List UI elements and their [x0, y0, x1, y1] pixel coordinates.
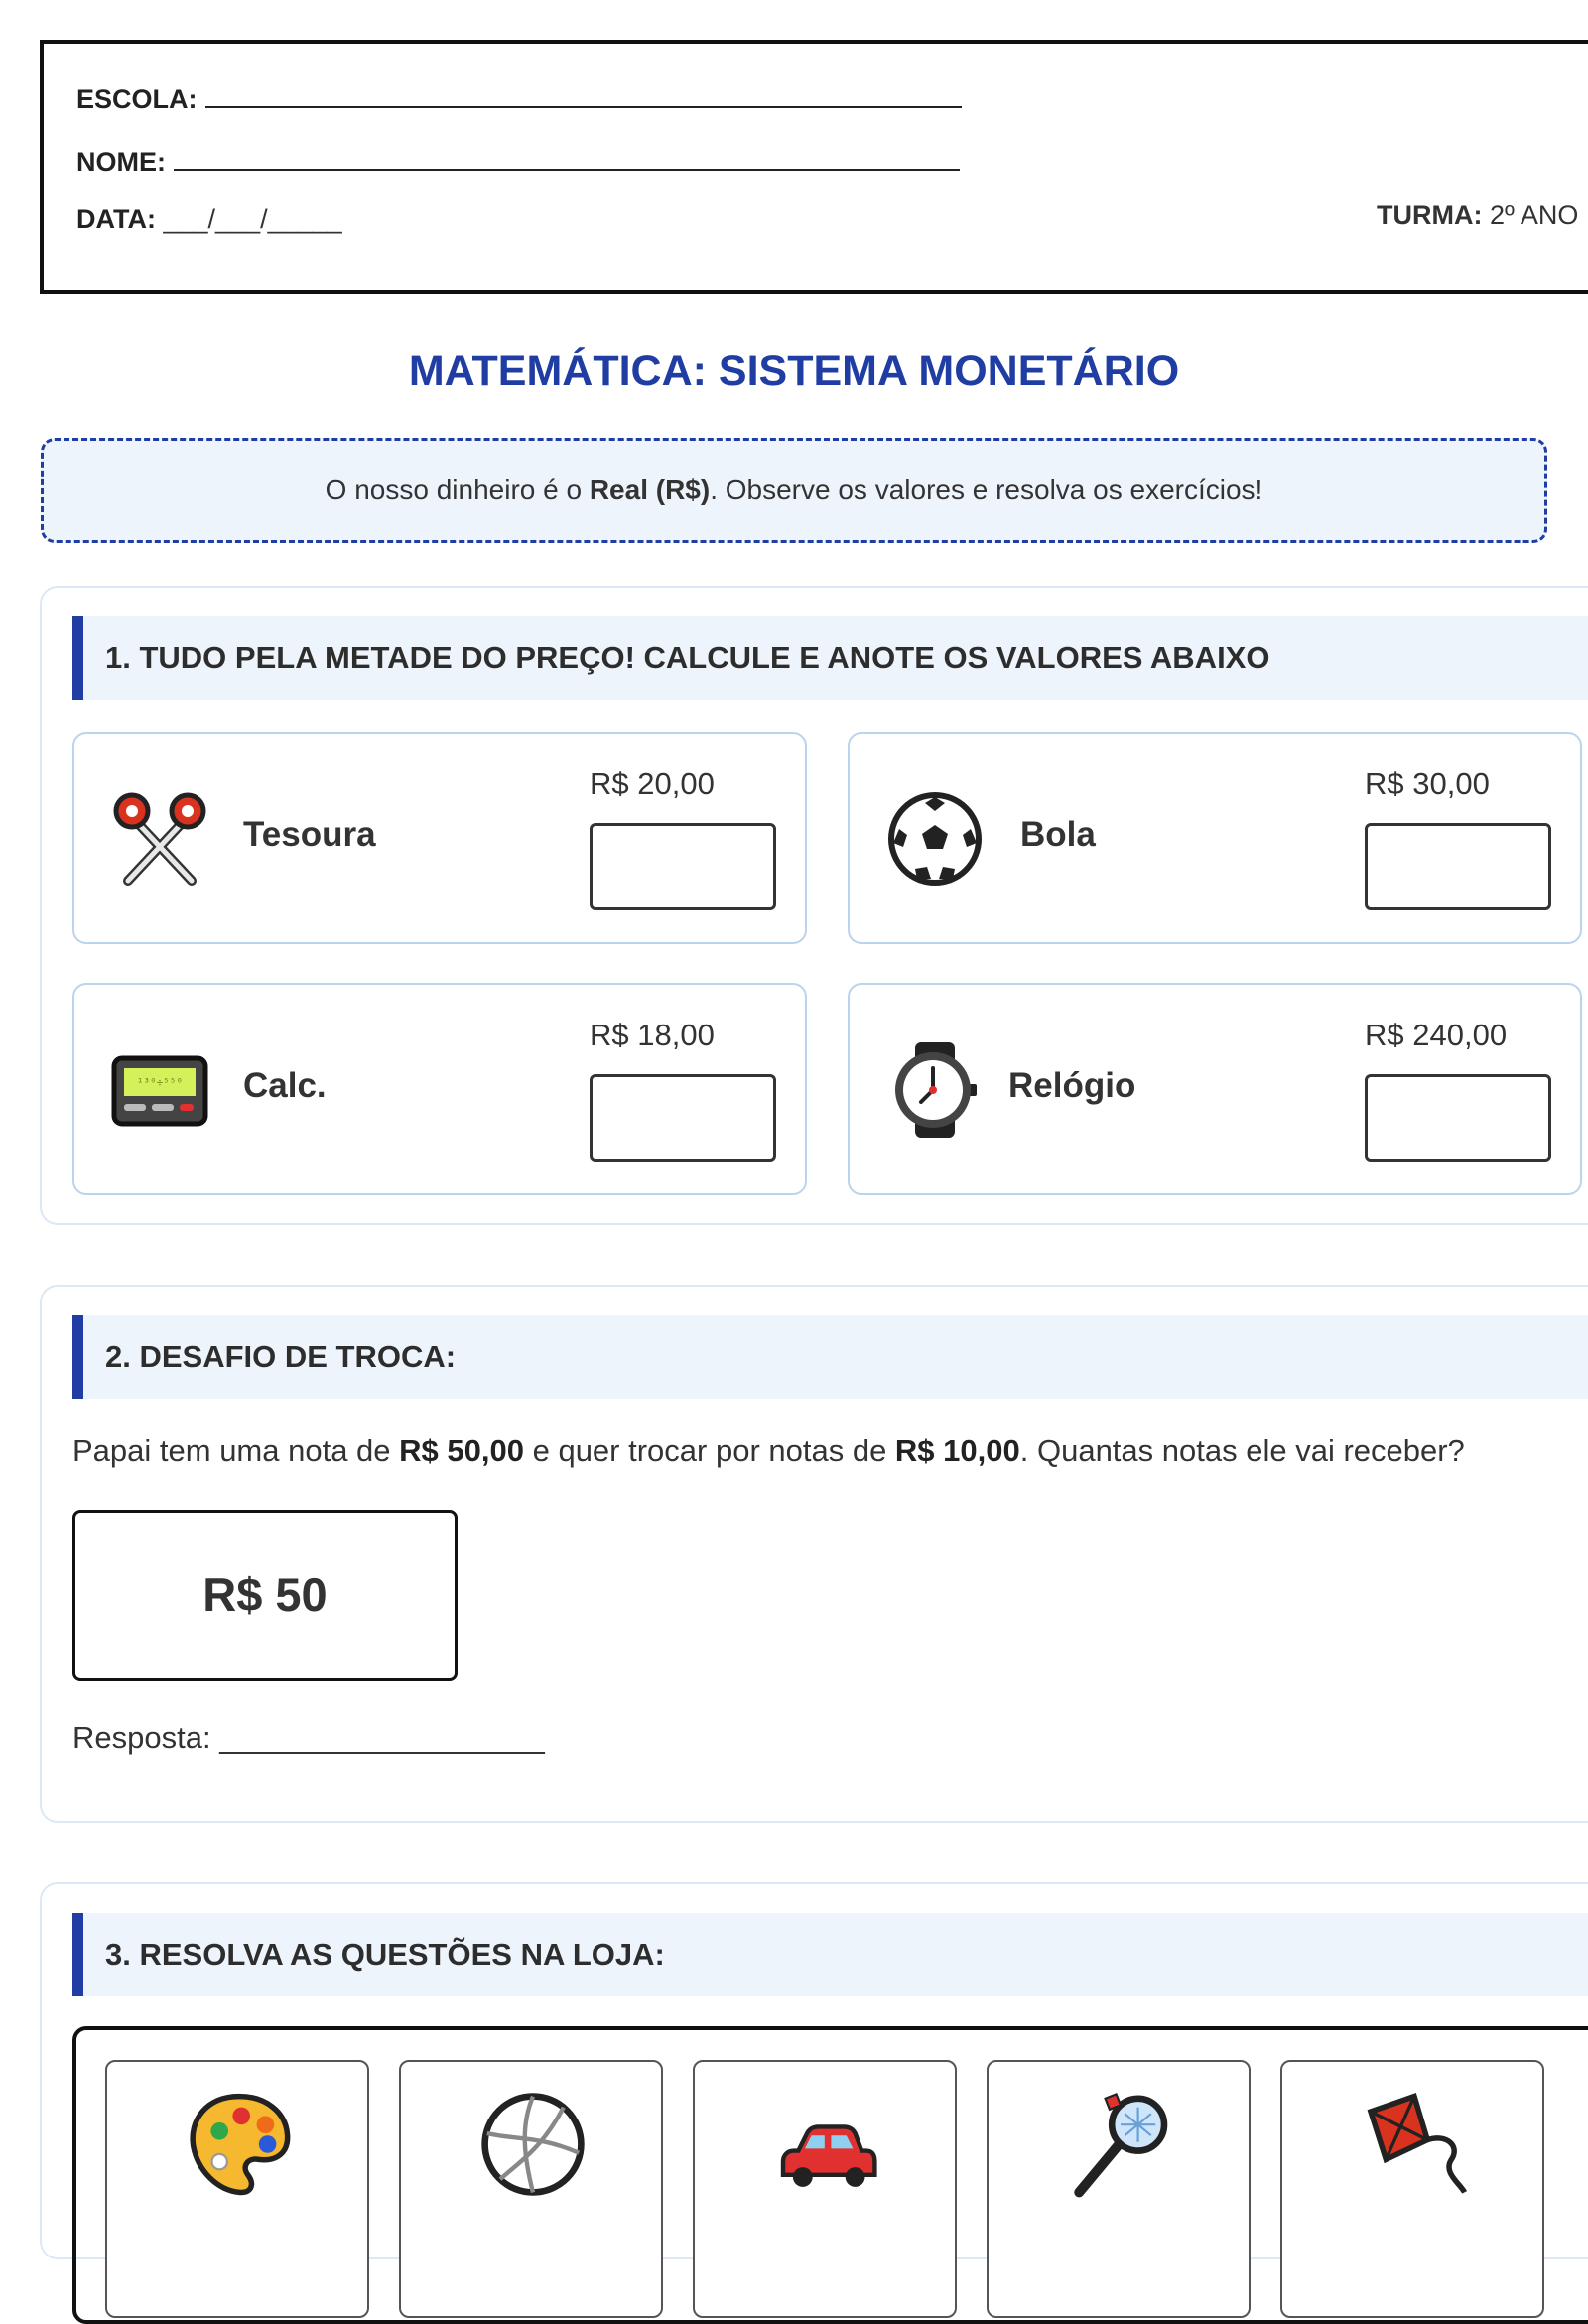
banknote-50: R$ 50: [72, 1510, 458, 1681]
product-card: [848, 732, 1582, 944]
data-field[interactable]: ___/___/_____: [163, 205, 342, 234]
store-item: [987, 2060, 1251, 2318]
product-name: Calc.: [243, 1066, 327, 1105]
scissors-icon: [110, 789, 209, 889]
nome-field[interactable]: [174, 143, 960, 171]
volleyball-icon: [478, 2090, 588, 2199]
question-text: . Quantas notas ele vai receber?: [1019, 1434, 1465, 1468]
watch-icon: [885, 1040, 985, 1140]
half-price-answer-box[interactable]: [590, 1074, 776, 1162]
store-item: [1280, 2060, 1544, 2318]
section-half-price: [40, 586, 1588, 1225]
nome-label: NOME:: [76, 147, 166, 177]
svg-text:¹³⁰÷⁵⁵⁰: ¹³⁰÷⁵⁵⁰: [136, 1076, 184, 1089]
answer-label: Resposta:: [72, 1720, 211, 1755]
question-value: R$ 50,00: [399, 1434, 524, 1468]
product-price: R$ 30,00: [1365, 766, 1490, 801]
product-name: Tesoura: [243, 815, 376, 854]
intro-box: [41, 438, 1547, 543]
store-item: [693, 2060, 957, 2318]
product-name: Bola: [1020, 815, 1096, 854]
data-line: [76, 205, 342, 235]
escola-line: [76, 80, 962, 115]
escola-field[interactable]: [205, 80, 962, 108]
intro-text-bold: Real (R$): [589, 475, 711, 505]
escola-label: ESCOLA:: [76, 84, 198, 114]
half-price-answer-box[interactable]: [1365, 823, 1551, 910]
product-card: [72, 983, 807, 1195]
product-name: Relógio: [1008, 1066, 1136, 1105]
turma-line: [1377, 201, 1578, 231]
soccer-ball-icon: [885, 789, 985, 889]
product-price: R$ 20,00: [590, 766, 715, 801]
half-price-answer-box[interactable]: [1365, 1074, 1551, 1162]
section-2-heading: 2. DESAFIO DE TROCA:: [72, 1315, 1588, 1399]
store-item: [399, 2060, 663, 2318]
calculator-icon: [110, 1040, 209, 1140]
section-3-heading: 3. RESOLVA AS QUESTÕES NA LOJA:: [72, 1913, 1588, 1996]
product-card: [72, 732, 807, 944]
header-box: [40, 40, 1588, 294]
car-icon: [772, 2090, 881, 2199]
section-exchange-challenge: [40, 1285, 1588, 1823]
turma-value: 2º ANO: [1490, 201, 1579, 230]
store-frame: [72, 2026, 1588, 2324]
page-title: MATEMÁTICA: SISTEMA MONETÁRIO: [408, 347, 1180, 395]
half-price-answer-box[interactable]: [590, 823, 776, 910]
product-card: [848, 983, 1582, 1195]
store-item: [105, 2060, 369, 2318]
kite-icon: [1360, 2090, 1469, 2199]
product-price: R$ 240,00: [1365, 1018, 1508, 1052]
product-price: R$ 18,00: [590, 1018, 715, 1052]
turma-label: TURMA:: [1377, 201, 1483, 230]
badminton-racket-icon: [1066, 2090, 1175, 2199]
intro-text-pre: O nosso dinheiro é o: [325, 475, 590, 505]
answer-field[interactable]: ___________________: [219, 1720, 545, 1755]
question-text: e quer trocar por notas de: [523, 1434, 895, 1468]
question-text: Papai tem uma nota de: [72, 1434, 400, 1468]
section-1-heading: 1. TUDO PELA METADE DO PREÇO! CALCULE E ANOTE OS VALORES ABAIXO: [72, 616, 1588, 700]
section-store: [40, 1882, 1588, 2259]
intro-text-post: . Observe os valores e resolva os exercícios!: [710, 475, 1263, 505]
question-value: R$ 10,00: [894, 1434, 1020, 1468]
palette-icon: [185, 2090, 294, 2199]
exchange-question: [72, 1434, 1465, 1469]
data-label: DATA:: [76, 205, 156, 234]
nome-line: [76, 143, 960, 178]
answer-line: [72, 1720, 545, 1756]
